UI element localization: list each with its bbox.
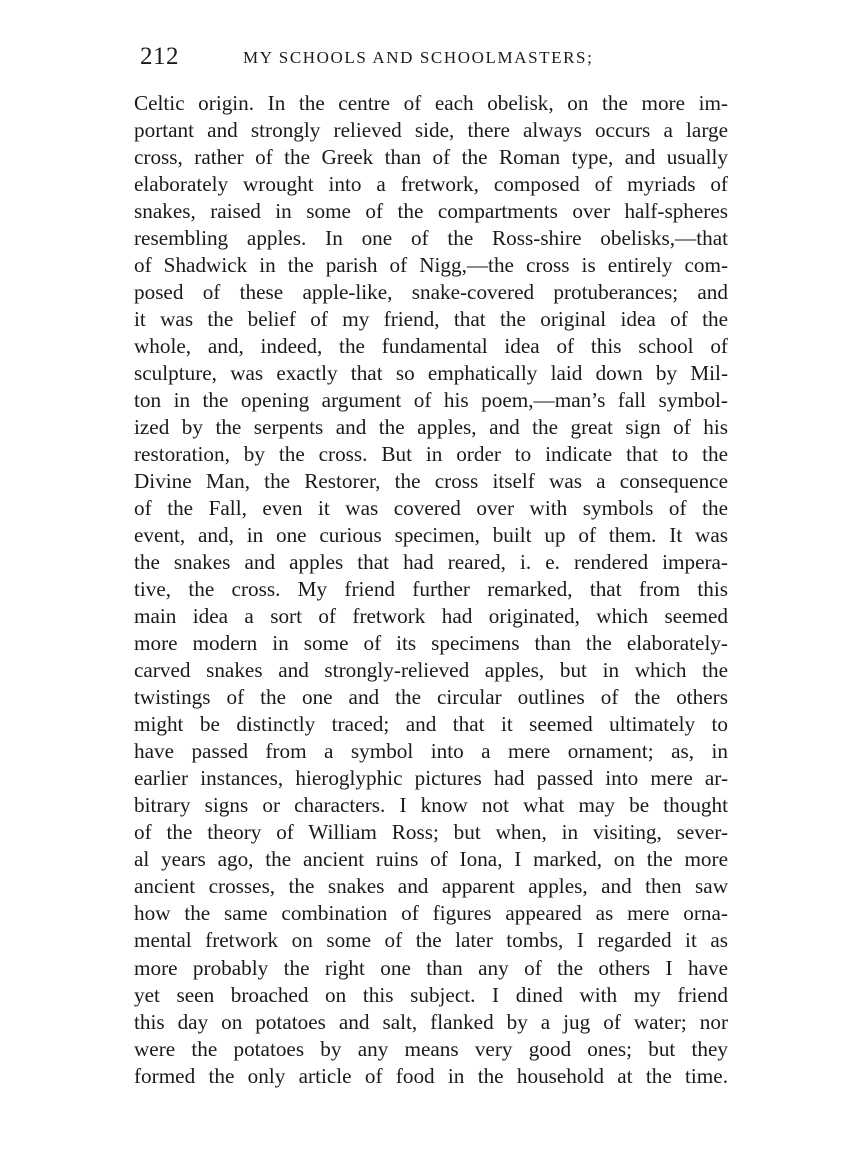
text-line: of the Fall, even it was covered over with symbols of the — [134, 496, 728, 521]
text-line: whole, and, indeed, the fundamental idea of this school of — [134, 334, 728, 359]
text-line: Divine Man, the Restorer, the cross itself was a consequence — [134, 469, 728, 494]
text-line: bitrary signs or characters. I know not what may be thought — [134, 793, 728, 818]
text-line: more probably the right one than any of the others I have — [134, 955, 728, 980]
text-line: ton in the opening argument of his poem,—man’s fall symbol- — [134, 388, 728, 413]
text-line: yet seen broached on this subject. I dined with my friend — [134, 982, 728, 1007]
body-text — [134, 90, 728, 1090]
text-line: mental fretwork on some of the later tombs, I regarded it as — [134, 928, 728, 953]
text-line: earlier instances, hieroglyphic pictures had passed into mere ar- — [134, 766, 728, 791]
text-line: more modern in some of its specimens than the elaborately- — [134, 631, 728, 656]
text-line: ancient crosses, the snakes and apparent apples, and then saw — [134, 874, 728, 899]
text-line: restoration, by the cross. But in order to indicate that to the — [134, 442, 728, 467]
text-line: this day on potatoes and salt, flanked by a jug of water; nor — [134, 1009, 728, 1034]
text-line: might be distinctly traced; and that it seemed ultimately to — [134, 712, 728, 737]
text-line: portant and strongly relieved side, there always occurs a large — [134, 118, 728, 143]
text-line: of Shadwick in the parish of Nigg,—the cross is entirely com- — [134, 253, 728, 278]
text-line: posed of these apple-like, snake-covered protuberances; and — [134, 280, 728, 305]
running-title: MY SCHOOLS AND SCHOOLMASTERS; — [243, 48, 594, 67]
text-line: it was the belief of my friend, that the original idea of the — [134, 307, 728, 332]
text-line: resembling apples. In one of the Ross-shire obelisks,—that — [134, 226, 728, 251]
text-line: ized by the serpents and the apples, and the great sign of his — [134, 415, 728, 440]
running-header — [140, 42, 730, 72]
text-line: how the same combination of figures appeared as mere orna- — [134, 901, 728, 926]
page-number: 212 — [140, 43, 179, 70]
text-line: main idea a sort of fretwork had originated, which seemed — [134, 604, 728, 629]
text-line: snakes, raised in some of the compartments over half-spheres — [134, 199, 728, 224]
text-line: twistings of the one and the circular outlines of the others — [134, 685, 728, 710]
text-line: tive, the cross. My friend further remarked, that from this — [134, 577, 728, 602]
text-line: cross, rather of the Greek than of the Roman type, and usually — [134, 145, 728, 170]
text-line: carved snakes and strongly-relieved apples, but in which the — [134, 658, 728, 683]
text-line: of the theory of William Ross; but when, in visiting, sever- — [134, 820, 728, 845]
text-line: the snakes and apples that had reared, i. e. rendered impera- — [134, 550, 728, 575]
text-line: were the potatoes by any means very good ones; but they — [134, 1036, 728, 1061]
text-line: al years ago, the ancient ruins of Iona, I marked, on the more — [134, 847, 728, 872]
text-line: event, and, in one curious specimen, built up of them. It was — [134, 523, 728, 548]
text-line: sculpture, was exactly that so emphatically laid down by Mil- — [134, 361, 728, 386]
text-line: formed the only article of food in the household at the time. — [134, 1063, 728, 1088]
text-line: Celtic origin. In the centre of each obelisk, on the more im- — [134, 91, 728, 115]
text-line: elaborately wrought into a fretwork, composed of myriads of — [134, 172, 728, 197]
text-line: have passed from a symbol into a mere ornament; as, in — [134, 739, 728, 764]
